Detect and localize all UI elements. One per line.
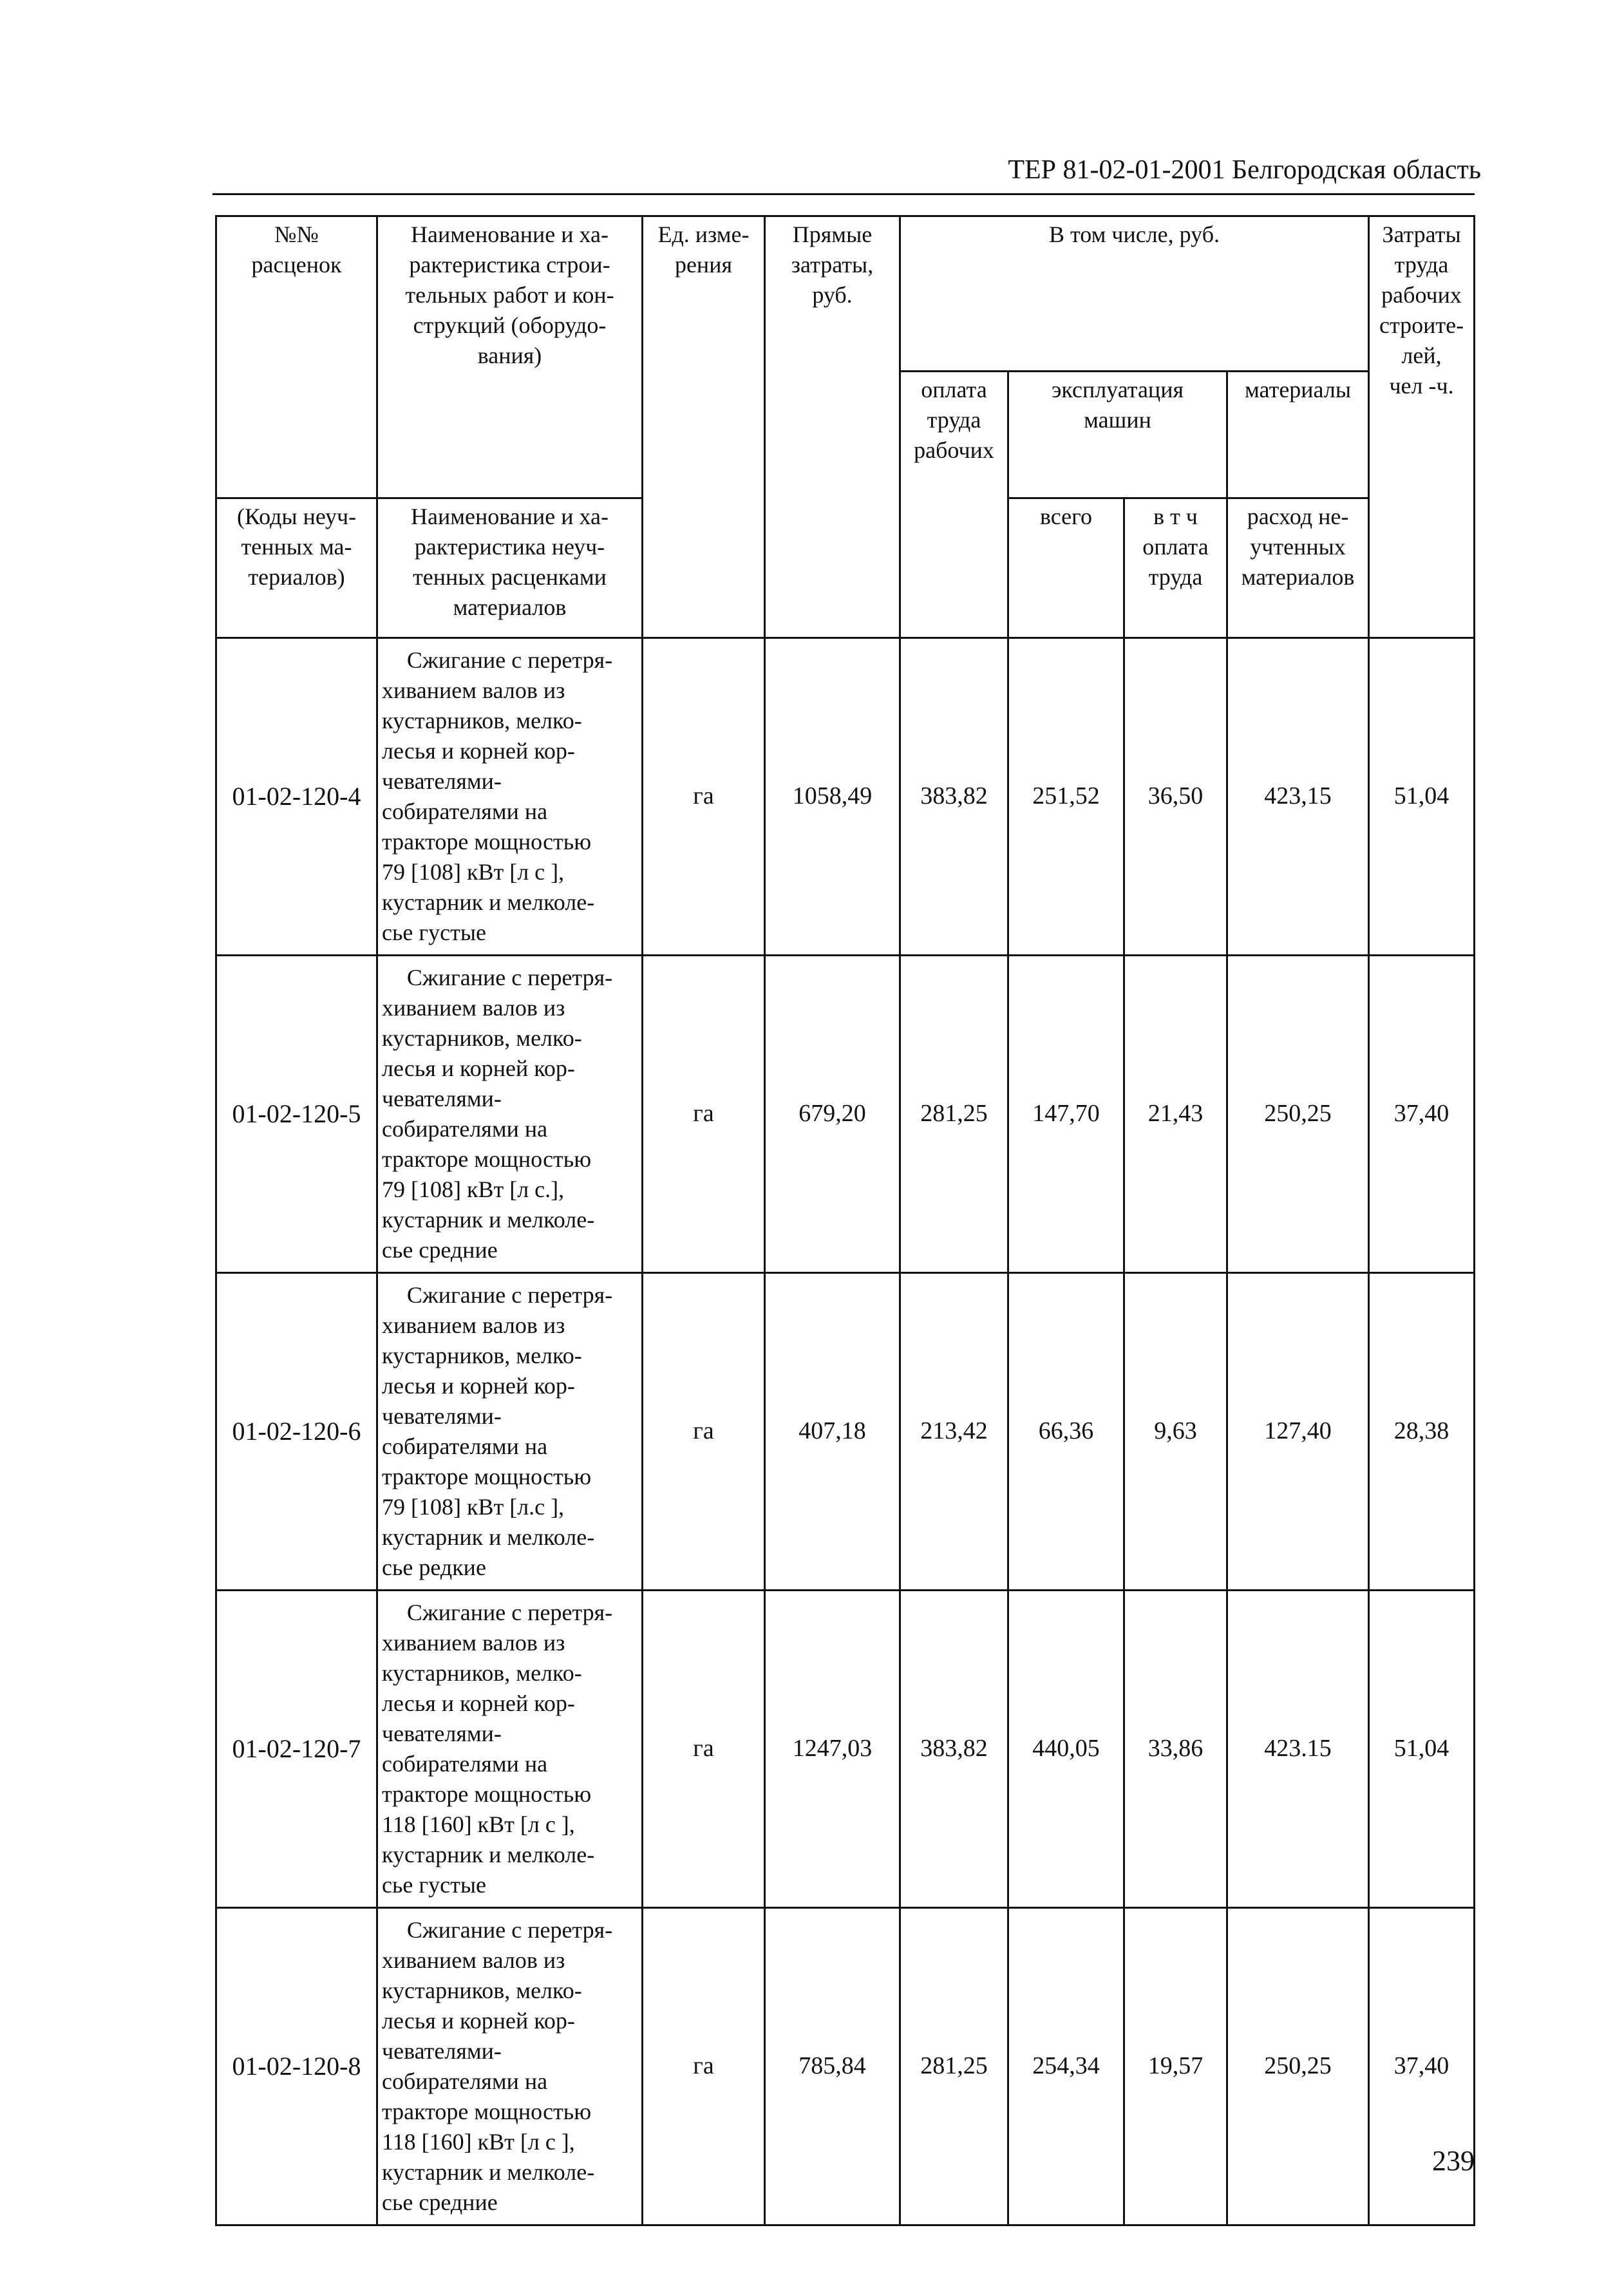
direct-costs-cell: 1058,49 <box>765 638 900 955</box>
wage-cell: 213,42 <box>900 1272 1008 1590</box>
header-name-sub: Наименование и ха- рактеристика неуч- тенных расценками материалов <box>377 498 643 638</box>
machines-wage-cell: 21,43 <box>1124 955 1227 1272</box>
description-line: Сжигание с перетря- <box>406 1916 613 1943</box>
description-line: тракторе мощностью <box>382 1146 592 1172</box>
description-line: кустарников, мелко- <box>382 1977 582 2003</box>
materials-cell: 127,40 <box>1227 1272 1369 1590</box>
labor-cell: 37,40 <box>1369 1907 1475 2225</box>
header-machines-wage: в т ч оплата труда <box>1124 498 1227 638</box>
header-direct: Прямые затраты, руб. <box>765 216 900 638</box>
rate-code: 01-02-120-7 <box>216 1590 377 1907</box>
table-row <box>216 955 1475 1272</box>
rate-code: 01-02-120-5 <box>216 955 377 1272</box>
document-header: ТЕР 81-02-01-2001 Белгородская область <box>1008 155 1481 185</box>
unit-cell: га <box>643 1272 765 1590</box>
description-line: чевателями- <box>382 768 502 794</box>
description-line: кустарник и мелколе- <box>382 2159 595 2185</box>
header-unit: Ед. изме- рения <box>643 216 765 638</box>
description-line: лесья и корней кор- <box>382 1690 575 1716</box>
header-code: №№ расценок <box>216 216 377 372</box>
description-line: кустарник и мелколе- <box>382 1524 595 1550</box>
direct-costs-cell: 679,20 <box>765 955 900 1272</box>
header-machines: эксплуатация машин <box>1008 371 1227 498</box>
rate-description <box>377 1272 643 1590</box>
table-row <box>216 1272 1475 1590</box>
description-line: хиванием валов из <box>382 1947 565 1973</box>
header-machines-total: всего <box>1008 498 1124 638</box>
description-line: Сжигание с перетря- <box>406 647 613 673</box>
description-line: сье густые <box>382 1871 487 1898</box>
description-line: 79 [108] кВт [л.с ], <box>382 1493 565 1520</box>
direct-costs-cell: 785,84 <box>765 1907 900 2225</box>
description-line: 79 [108] кВт [л с ], <box>382 858 565 885</box>
description-line: чевателями- <box>382 1720 502 1746</box>
header-materials: материалы <box>1227 371 1369 498</box>
unit-cell: га <box>643 638 765 955</box>
wage-cell: 383,82 <box>900 638 1008 955</box>
labor-cell: 51,04 <box>1369 638 1475 955</box>
machines-total-cell: 251,52 <box>1008 638 1124 955</box>
description-line: тракторе мощностью <box>382 828 592 855</box>
direct-costs-cell: 1247,03 <box>765 1590 900 1907</box>
description-line: 118 [160] кВт [л с ], <box>382 1811 575 1837</box>
description-line: тракторе мощностью <box>382 1463 592 1489</box>
machines-total-cell: 66,36 <box>1008 1272 1124 1590</box>
labor-cell: 28,38 <box>1369 1272 1475 1590</box>
table-row <box>216 1907 1475 2225</box>
wage-cell: 281,25 <box>900 1907 1008 2225</box>
rates-table <box>215 215 1475 2226</box>
description-line: сье средние <box>382 2189 498 2215</box>
description-line: тракторе мощностью <box>382 1781 592 1807</box>
table-row <box>216 1590 1475 1907</box>
rate-description <box>377 1907 643 2225</box>
rate-description <box>377 955 643 1272</box>
description-line: чевателями- <box>382 1403 502 1429</box>
description-line: Сжигание с перетря- <box>406 964 613 990</box>
page-number: 239 <box>1432 2145 1475 2177</box>
description-line: хиванием валов из <box>382 994 565 1021</box>
rate-code: 01-02-120-4 <box>216 638 377 955</box>
rate-code: 01-02-120-6 <box>216 1272 377 1590</box>
description-line: собирателями на <box>382 1433 548 1459</box>
description-line: кустарник и мелколе- <box>382 889 595 915</box>
unit-cell: га <box>643 1907 765 2225</box>
description-line: сье редкие <box>382 1554 486 1580</box>
machines-wage-cell: 33,86 <box>1124 1590 1227 1907</box>
direct-costs-cell: 407,18 <box>765 1272 900 1590</box>
header-row-1 <box>216 216 1475 372</box>
description-line: лесья и корней кор- <box>382 1372 575 1399</box>
machines-total-cell: 440,05 <box>1008 1590 1124 1907</box>
machines-total-cell: 254,34 <box>1008 1907 1124 2225</box>
description-line: хиванием валов из <box>382 1312 565 1338</box>
description-line: кустарник и мелколе- <box>382 1841 595 1867</box>
description-line: кустарник и мелколе- <box>382 1206 595 1233</box>
description-line: хиванием валов из <box>382 677 565 703</box>
header-code-sub: (Коды неуч- тенных ма- териалов) <box>216 498 377 638</box>
materials-cell: 250,25 <box>1227 1907 1369 2225</box>
description-line: кустарников, мелко- <box>382 1659 582 1686</box>
rate-code: 01-02-120-8 <box>216 1907 377 2225</box>
unit-cell: га <box>643 1590 765 1907</box>
description-line: лесья и корней кор- <box>382 737 575 764</box>
materials-cell: 423.15 <box>1227 1590 1369 1907</box>
description-line: лесья и корней кор- <box>382 2007 575 2034</box>
machines-wage-cell: 9,63 <box>1124 1272 1227 1590</box>
description-line: хиванием валов из <box>382 1629 565 1656</box>
table-row <box>216 638 1475 955</box>
description-line: собирателями на <box>382 2068 548 2094</box>
description-line: собирателями на <box>382 1115 548 1142</box>
description-line: чевателями- <box>382 2037 502 2064</box>
wage-cell: 383,82 <box>900 1590 1008 1907</box>
description-line: 118 [160] кВт [л с ], <box>382 2128 575 2155</box>
labor-cell: 51,04 <box>1369 1590 1475 1907</box>
machines-wage-cell: 19,57 <box>1124 1907 1227 2225</box>
unit-cell: га <box>643 955 765 1272</box>
description-line: кустарников, мелко- <box>382 707 582 733</box>
header-name: Наименование и ха- рактеристика строи- тельных работ и кон- струкций (оборудо- вания) <box>377 216 643 372</box>
description-line: сье густые <box>382 919 487 945</box>
description-line: чевателями- <box>382 1085 502 1111</box>
header-materials-sub: расход не- учтенных материалов <box>1227 498 1369 638</box>
header-wage: оплата труда рабочих <box>900 371 1008 638</box>
header-labor: Затраты труда рабочих строите- лей, чел -ч. <box>1369 216 1475 638</box>
description-line: 79 [108] кВт [л с.], <box>382 1176 565 1202</box>
wage-cell: 281,25 <box>900 955 1008 1272</box>
rate-description <box>377 1590 643 1907</box>
machines-total-cell: 147,70 <box>1008 955 1124 1272</box>
description-line: сье средние <box>382 1236 498 1263</box>
header-rule <box>212 193 1475 195</box>
rate-description <box>377 638 643 955</box>
labor-cell: 37,40 <box>1369 955 1475 1272</box>
materials-cell: 423,15 <box>1227 638 1369 955</box>
description-line: Сжигание с перетря- <box>406 1599 613 1625</box>
description-line: кустарников, мелко- <box>382 1342 582 1368</box>
description-line: Сжигание с перетря- <box>406 1281 613 1308</box>
machines-wage-cell: 36,50 <box>1124 638 1227 955</box>
materials-cell: 250,25 <box>1227 955 1369 1272</box>
description-line: лесья и корней кор- <box>382 1055 575 1081</box>
description-line: собирателями на <box>382 798 548 824</box>
description-line: кустарников, мелко- <box>382 1025 582 1051</box>
description-line: собирателями на <box>382 1750 548 1777</box>
header-including: В том числе, руб. <box>900 216 1369 372</box>
description-line: тракторе мощностью <box>382 2098 592 2124</box>
